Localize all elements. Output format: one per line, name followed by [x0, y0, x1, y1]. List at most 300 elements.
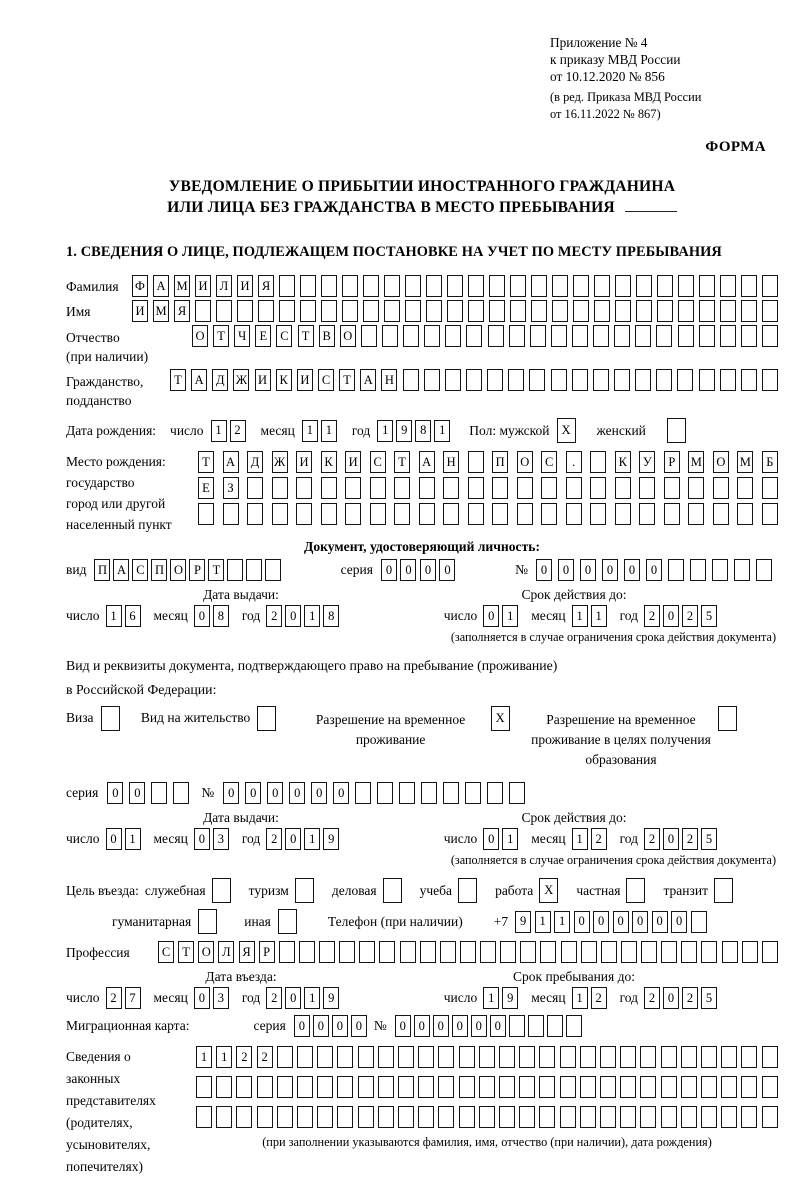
char-cell[interactable]: 9: [515, 911, 531, 933]
char-cell[interactable]: [688, 477, 704, 499]
char-cell[interactable]: 0: [483, 828, 499, 850]
char-cell[interactable]: О: [198, 941, 214, 963]
char-cell[interactable]: [699, 325, 715, 347]
char-cell[interactable]: 0: [294, 1015, 310, 1037]
char-cell[interactable]: 0: [333, 782, 349, 804]
char-cell[interactable]: [621, 941, 637, 963]
char-cell[interactable]: [552, 300, 568, 322]
char-cell[interactable]: 0: [483, 605, 499, 627]
birth-day-cells[interactable]: [211, 420, 249, 442]
char-cell[interactable]: 0: [471, 1015, 487, 1037]
char-cell[interactable]: [741, 325, 757, 347]
char-cell[interactable]: [237, 300, 253, 322]
char-cell[interactable]: 3: [213, 987, 229, 1009]
char-cell[interactable]: [321, 300, 337, 322]
char-cell[interactable]: 0: [414, 1015, 430, 1037]
char-cell[interactable]: [321, 503, 337, 525]
char-cell[interactable]: 0: [400, 559, 416, 581]
char-cell[interactable]: [615, 503, 631, 525]
char-cell[interactable]: 9: [396, 420, 412, 442]
char-cell[interactable]: 8: [213, 605, 229, 627]
char-cell[interactable]: 0: [223, 782, 239, 804]
char-cell[interactable]: [762, 369, 778, 391]
char-cell[interactable]: 0: [395, 1015, 411, 1037]
char-cell[interactable]: [277, 1076, 293, 1098]
doc-number-cells[interactable]: [536, 559, 778, 581]
char-cell[interactable]: 2: [230, 420, 246, 442]
char-cell[interactable]: 2: [682, 828, 698, 850]
char-cell[interactable]: [216, 300, 232, 322]
char-cell[interactable]: О: [713, 451, 729, 473]
purpose-tourism-checkbox[interactable]: [295, 878, 317, 903]
char-cell[interactable]: 0: [285, 605, 301, 627]
char-cell[interactable]: [508, 369, 524, 391]
char-cell[interactable]: 0: [285, 987, 301, 1009]
char-cell[interactable]: А: [191, 369, 207, 391]
char-cell[interactable]: [295, 878, 314, 903]
char-cell[interactable]: [247, 477, 263, 499]
char-cell[interactable]: 0: [332, 1015, 348, 1037]
char-cell[interactable]: [720, 325, 736, 347]
char-cell[interactable]: [419, 477, 435, 499]
char-cell[interactable]: [479, 1046, 495, 1068]
char-cell[interactable]: 0: [311, 782, 327, 804]
char-cell[interactable]: [741, 1076, 757, 1098]
char-cell[interactable]: [741, 1106, 757, 1128]
char-cell[interactable]: [572, 325, 588, 347]
char-cell[interactable]: С: [132, 559, 148, 581]
char-cell[interactable]: [519, 1046, 535, 1068]
char-cell[interactable]: [664, 503, 680, 525]
char-cell[interactable]: [342, 275, 358, 297]
char-cell[interactable]: А: [360, 369, 376, 391]
char-cell[interactable]: 1: [321, 420, 337, 442]
char-cell[interactable]: 2: [682, 605, 698, 627]
char-cell[interactable]: [426, 275, 442, 297]
char-cell[interactable]: [440, 941, 456, 963]
char-cell[interactable]: [714, 878, 733, 903]
char-cell[interactable]: 1: [304, 828, 320, 850]
char-cell[interactable]: [636, 300, 652, 322]
char-cell[interactable]: 5: [701, 828, 717, 850]
char-cell[interactable]: Л: [218, 941, 234, 963]
char-cell[interactable]: [626, 878, 645, 903]
char-cell[interactable]: 0: [245, 782, 261, 804]
char-cell[interactable]: 1: [572, 828, 588, 850]
char-cell[interactable]: [479, 1076, 495, 1098]
char-cell[interactable]: [639, 503, 655, 525]
char-cell[interactable]: [661, 1076, 677, 1098]
char-cell[interactable]: [531, 275, 547, 297]
char-cell[interactable]: [297, 1106, 313, 1128]
representatives-row3-cells[interactable]: [196, 1106, 778, 1128]
char-cell[interactable]: X: [491, 706, 510, 731]
char-cell[interactable]: [573, 300, 589, 322]
char-cell[interactable]: [363, 300, 379, 322]
char-cell[interactable]: 2: [266, 987, 282, 1009]
char-cell[interactable]: [227, 559, 243, 581]
char-cell[interactable]: С: [318, 369, 334, 391]
char-cell[interactable]: [530, 325, 546, 347]
residence-series-cells[interactable]: [107, 782, 195, 804]
char-cell[interactable]: [688, 503, 704, 525]
char-cell[interactable]: [487, 369, 503, 391]
char-cell[interactable]: [438, 1046, 454, 1068]
char-cell[interactable]: [466, 325, 482, 347]
char-cell[interactable]: 2: [591, 828, 607, 850]
char-cell[interactable]: 0: [632, 911, 648, 933]
char-cell[interactable]: [517, 477, 533, 499]
doc-valid-day-cells[interactable]: [483, 605, 521, 627]
char-cell[interactable]: [337, 1106, 353, 1128]
residence-issue-month-cells[interactable]: [194, 828, 232, 850]
char-cell[interactable]: [398, 1046, 414, 1068]
char-cell[interactable]: 1: [502, 828, 518, 850]
char-cell[interactable]: [741, 300, 757, 322]
char-cell[interactable]: 1: [302, 420, 318, 442]
char-cell[interactable]: [590, 503, 606, 525]
char-cell[interactable]: К: [321, 451, 337, 473]
char-cell[interactable]: [718, 706, 737, 731]
char-cell[interactable]: [667, 418, 686, 443]
char-cell[interactable]: [690, 559, 706, 581]
char-cell[interactable]: [447, 275, 463, 297]
char-cell[interactable]: [445, 325, 461, 347]
char-cell[interactable]: [722, 941, 738, 963]
char-cell[interactable]: 2: [106, 987, 122, 1009]
char-cell[interactable]: 8: [415, 420, 431, 442]
char-cell[interactable]: [580, 1076, 596, 1098]
char-cell[interactable]: 0: [381, 559, 397, 581]
char-cell[interactable]: [656, 325, 672, 347]
char-cell[interactable]: 1: [502, 605, 518, 627]
char-cell[interactable]: [547, 1015, 563, 1037]
char-cell[interactable]: [236, 1106, 252, 1128]
char-cell[interactable]: [424, 369, 440, 391]
char-cell[interactable]: А: [113, 559, 129, 581]
char-cell[interactable]: [443, 503, 459, 525]
char-cell[interactable]: [678, 275, 694, 297]
surname-cells[interactable]: [132, 275, 778, 297]
char-cell[interactable]: 5: [701, 987, 717, 1009]
char-cell[interactable]: [762, 503, 778, 525]
char-cell[interactable]: X: [539, 878, 558, 903]
residence-number-cells[interactable]: [223, 782, 531, 804]
char-cell[interactable]: А: [153, 275, 169, 297]
char-cell[interactable]: Т: [298, 325, 314, 347]
purpose-business-checkbox[interactable]: [212, 878, 234, 903]
residence-permit-checkbox[interactable]: [257, 706, 279, 731]
representatives-row1-cells[interactable]: [196, 1046, 778, 1068]
char-cell[interactable]: [566, 503, 582, 525]
residence-issue-day-cells[interactable]: [106, 828, 144, 850]
char-cell[interactable]: [600, 1046, 616, 1068]
char-cell[interactable]: [741, 275, 757, 297]
char-cell[interactable]: Т: [394, 451, 410, 473]
char-cell[interactable]: [762, 325, 778, 347]
char-cell[interactable]: [517, 503, 533, 525]
char-cell[interactable]: [443, 782, 459, 804]
char-cell[interactable]: [405, 275, 421, 297]
char-cell[interactable]: [468, 451, 484, 473]
char-cell[interactable]: [509, 782, 525, 804]
char-cell[interactable]: Т: [178, 941, 194, 963]
char-cell[interactable]: [363, 275, 379, 297]
stay-day-cells[interactable]: [483, 987, 521, 1009]
char-cell[interactable]: 0: [289, 782, 305, 804]
patronymic-cells[interactable]: [192, 325, 778, 347]
char-cell[interactable]: [635, 325, 651, 347]
char-cell[interactable]: [487, 782, 503, 804]
char-cell[interactable]: [195, 300, 211, 322]
char-cell[interactable]: [296, 477, 312, 499]
char-cell[interactable]: [677, 369, 693, 391]
char-cell[interactable]: [358, 1076, 374, 1098]
char-cell[interactable]: Т: [339, 369, 355, 391]
char-cell[interactable]: И: [255, 369, 271, 391]
char-cell[interactable]: [566, 477, 582, 499]
char-cell[interactable]: [519, 1076, 535, 1098]
char-cell[interactable]: 0: [129, 782, 145, 804]
char-cell[interactable]: [384, 300, 400, 322]
char-cell[interactable]: [734, 559, 750, 581]
char-cell[interactable]: [480, 941, 496, 963]
char-cell[interactable]: 1: [434, 420, 450, 442]
char-cell[interactable]: 0: [107, 782, 123, 804]
char-cell[interactable]: 1: [106, 605, 122, 627]
char-cell[interactable]: С: [158, 941, 174, 963]
char-cell[interactable]: [593, 369, 609, 391]
char-cell[interactable]: 1: [211, 420, 227, 442]
char-cell[interactable]: [681, 1106, 697, 1128]
char-cell[interactable]: [361, 325, 377, 347]
char-cell[interactable]: [720, 369, 736, 391]
phone-cells[interactable]: [515, 911, 710, 933]
char-cell[interactable]: [636, 275, 652, 297]
char-cell[interactable]: [573, 275, 589, 297]
char-cell[interactable]: [640, 1046, 656, 1068]
char-cell[interactable]: 0: [558, 559, 574, 581]
char-cell[interactable]: [424, 325, 440, 347]
char-cell[interactable]: [358, 1046, 374, 1068]
char-cell[interactable]: П: [94, 559, 110, 581]
char-cell[interactable]: [459, 1076, 475, 1098]
char-cell[interactable]: [594, 275, 610, 297]
char-cell[interactable]: [419, 503, 435, 525]
char-cell[interactable]: [196, 1076, 212, 1098]
doc-valid-month-cells[interactable]: [572, 605, 610, 627]
char-cell[interactable]: И: [132, 300, 148, 322]
char-cell[interactable]: [378, 1076, 394, 1098]
char-cell[interactable]: [594, 300, 610, 322]
char-cell[interactable]: [317, 1076, 333, 1098]
char-cell[interactable]: [762, 1106, 778, 1128]
doc-valid-year-cells[interactable]: [644, 605, 720, 627]
char-cell[interactable]: [297, 1076, 313, 1098]
char-cell[interactable]: 0: [313, 1015, 329, 1037]
char-cell[interactable]: [479, 1106, 495, 1128]
char-cell[interactable]: 2: [644, 828, 660, 850]
char-cell[interactable]: [466, 369, 482, 391]
char-cell[interactable]: 0: [652, 911, 668, 933]
char-cell[interactable]: [400, 941, 416, 963]
char-cell[interactable]: [460, 941, 476, 963]
char-cell[interactable]: [539, 1076, 555, 1098]
char-cell[interactable]: О: [340, 325, 356, 347]
char-cell[interactable]: [339, 941, 355, 963]
char-cell[interactable]: Д: [247, 451, 263, 473]
char-cell[interactable]: 0: [574, 911, 590, 933]
char-cell[interactable]: [378, 1046, 394, 1068]
char-cell[interactable]: 0: [671, 911, 687, 933]
char-cell[interactable]: [465, 782, 481, 804]
char-cell[interactable]: И: [297, 369, 313, 391]
char-cell[interactable]: О: [517, 451, 533, 473]
char-cell[interactable]: [560, 1046, 576, 1068]
purpose-commercial-checkbox[interactable]: [383, 878, 405, 903]
char-cell[interactable]: [664, 477, 680, 499]
char-cell[interactable]: 2: [236, 1046, 252, 1068]
char-cell[interactable]: 0: [663, 987, 679, 1009]
char-cell[interactable]: 2: [257, 1046, 273, 1068]
char-cell[interactable]: [499, 1076, 515, 1098]
char-cell[interactable]: [272, 477, 288, 499]
char-cell[interactable]: С: [370, 451, 386, 473]
char-cell[interactable]: [620, 1106, 636, 1128]
birthplace-row2-cells[interactable]: [198, 477, 778, 499]
entry-year-cells[interactable]: [266, 987, 342, 1009]
char-cell[interactable]: [678, 325, 694, 347]
char-cell[interactable]: [379, 941, 395, 963]
char-cell[interactable]: А: [419, 451, 435, 473]
char-cell[interactable]: [701, 1106, 717, 1128]
char-cell[interactable]: [552, 275, 568, 297]
char-cell[interactable]: Ф: [132, 275, 148, 297]
char-cell[interactable]: [601, 941, 617, 963]
char-cell[interactable]: [257, 706, 276, 731]
char-cell[interactable]: У: [639, 451, 655, 473]
char-cell[interactable]: 0: [194, 828, 210, 850]
char-cell[interactable]: [438, 1106, 454, 1128]
char-cell[interactable]: [572, 369, 588, 391]
char-cell[interactable]: [468, 477, 484, 499]
purpose-study-checkbox[interactable]: [458, 878, 480, 903]
sex-male-checkbox[interactable]: [557, 418, 579, 443]
doc-kind-cells[interactable]: [94, 559, 284, 581]
char-cell[interactable]: Р: [259, 941, 275, 963]
char-cell[interactable]: [443, 477, 459, 499]
purpose-transit-checkbox[interactable]: [714, 878, 736, 903]
entry-month-cells[interactable]: [194, 987, 232, 1009]
char-cell[interactable]: 0: [613, 911, 629, 933]
char-cell[interactable]: [721, 1106, 737, 1128]
residence-issue-year-cells[interactable]: [266, 828, 342, 850]
residence-valid-day-cells[interactable]: [483, 828, 521, 850]
char-cell[interactable]: [421, 782, 437, 804]
entry-day-cells[interactable]: [106, 987, 144, 1009]
char-cell[interactable]: 0: [646, 559, 662, 581]
char-cell[interactable]: [418, 1076, 434, 1098]
char-cell[interactable]: [418, 1046, 434, 1068]
char-cell[interactable]: [257, 1076, 273, 1098]
char-cell[interactable]: [382, 325, 398, 347]
char-cell[interactable]: Д: [212, 369, 228, 391]
char-cell[interactable]: [468, 300, 484, 322]
char-cell[interactable]: 0: [663, 828, 679, 850]
doc-series-cells[interactable]: [381, 559, 459, 581]
char-cell[interactable]: [691, 911, 707, 933]
char-cell[interactable]: [370, 503, 386, 525]
char-cell[interactable]: [520, 941, 536, 963]
char-cell[interactable]: 0: [285, 828, 301, 850]
char-cell[interactable]: 0: [624, 559, 640, 581]
purpose-other-checkbox[interactable]: [278, 909, 300, 934]
char-cell[interactable]: 2: [644, 605, 660, 627]
char-cell[interactable]: [701, 941, 717, 963]
char-cell[interactable]: 9: [323, 828, 339, 850]
char-cell[interactable]: 0: [439, 559, 455, 581]
char-cell[interactable]: [528, 1015, 544, 1037]
migration-number-cells[interactable]: [395, 1015, 585, 1037]
char-cell[interactable]: [540, 941, 556, 963]
char-cell[interactable]: [721, 1046, 737, 1068]
char-cell[interactable]: Я: [239, 941, 255, 963]
char-cell[interactable]: [265, 559, 281, 581]
char-cell[interactable]: [656, 369, 672, 391]
char-cell[interactable]: [321, 477, 337, 499]
char-cell[interactable]: [762, 1046, 778, 1068]
char-cell[interactable]: [399, 782, 415, 804]
char-cell[interactable]: 9: [502, 987, 518, 1009]
char-cell[interactable]: [355, 782, 371, 804]
char-cell[interactable]: 2: [644, 987, 660, 1009]
char-cell[interactable]: [468, 275, 484, 297]
char-cell[interactable]: [403, 369, 419, 391]
char-cell[interactable]: Л: [216, 275, 232, 297]
char-cell[interactable]: [713, 503, 729, 525]
birthplace-row3-cells[interactable]: [198, 503, 778, 525]
char-cell[interactable]: [247, 503, 263, 525]
char-cell[interactable]: [173, 782, 189, 804]
char-cell[interactable]: О: [192, 325, 208, 347]
char-cell[interactable]: [720, 300, 736, 322]
char-cell[interactable]: [499, 1106, 515, 1128]
char-cell[interactable]: [590, 451, 606, 473]
temp-residence-checkbox[interactable]: [491, 706, 513, 731]
char-cell[interactable]: [377, 782, 393, 804]
char-cell[interactable]: 0: [194, 605, 210, 627]
char-cell[interactable]: [394, 503, 410, 525]
char-cell[interactable]: [489, 300, 505, 322]
char-cell[interactable]: [742, 941, 758, 963]
char-cell[interactable]: М: [688, 451, 704, 473]
char-cell[interactable]: 0: [536, 559, 552, 581]
char-cell[interactable]: [358, 1106, 374, 1128]
char-cell[interactable]: 8: [323, 605, 339, 627]
char-cell[interactable]: [101, 706, 120, 731]
char-cell[interactable]: И: [237, 275, 253, 297]
char-cell[interactable]: [403, 325, 419, 347]
char-cell[interactable]: 1: [535, 911, 551, 933]
char-cell[interactable]: 0: [602, 559, 618, 581]
char-cell[interactable]: [614, 369, 630, 391]
char-cell[interactable]: 1: [125, 828, 141, 850]
char-cell[interactable]: [566, 1015, 582, 1037]
char-cell[interactable]: [762, 300, 778, 322]
char-cell[interactable]: [519, 1106, 535, 1128]
char-cell[interactable]: [661, 1046, 677, 1068]
char-cell[interactable]: П: [492, 451, 508, 473]
